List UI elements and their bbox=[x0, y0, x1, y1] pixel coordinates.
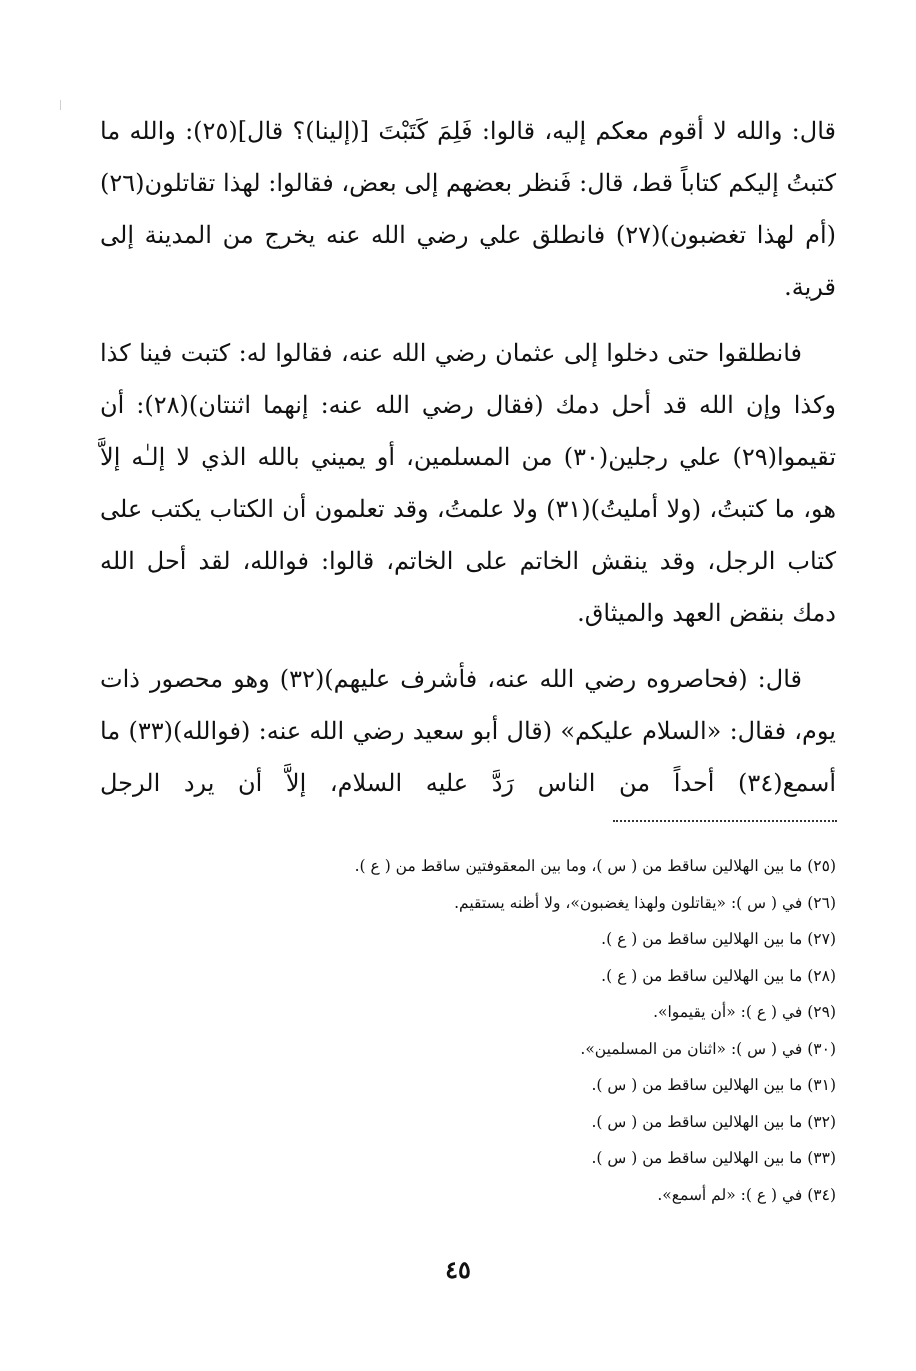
main-text bbox=[100, 105, 836, 823]
footnote-28: (٢٨) ما بين الهلالين ساقط من ( ع ). bbox=[601, 966, 836, 985]
paragraph-1: قال: والله لا أقوم معكم إليه، قالوا: فَلِمَ كَتَبْتَ [(إلينا)؟ قال](٢٥): والله ما كتبتُ إليكم كتاباً قط، قال: فَنظر بعضهم إلى بعض، فقالوا: لهذا تقاتلون(٢٦) (أم لهذا تغضبون)(٢٧) فانطلق علي رضي الله عنه يخرج من المدينة إلى قرية. bbox=[100, 117, 837, 301]
footnotes bbox=[100, 848, 836, 1213]
footnote-34: (٣٤) في ( ع ): «لم أسمع». bbox=[657, 1185, 836, 1204]
footnote-32: (٣٢) ما بين الهلالين ساقط من ( س ). bbox=[591, 1112, 836, 1131]
footnote-26: (٢٦) في ( س ): «يقاتلون ولهذا يغضبون»، ولا أظنه يستقيم. bbox=[454, 893, 836, 912]
footnote-25: (٢٥) ما بين الهلالين ساقط من ( س )، وما بين المعقوفتين ساقط من ( ع ). bbox=[354, 857, 836, 875]
footnote-29: (٢٩) في ( ع ): «أن يقيموا». bbox=[653, 1003, 836, 1021]
footnote-33: (٣٣) ما بين الهلالين ساقط من ( س ). bbox=[591, 1149, 836, 1167]
paragraph-2: فانطلقوا حتى دخلوا إلى عثمان رضي الله عنه، فقالوا له: كتبت فينا كذا وكذا وإن الله قد أحل دمك (فقال رضي الله عنه: إنهما اثنتان)(٢٨): أن تقيموا(٢٩) علي رجلين(٣٠) من المسلمين، أو يميني بالله الذي لا إلـٰه إلاَّ هو، ما كتبتُ، (ولا أمليتُ)(٣١) ولا علمتُ، وقد تعلمون أن الكتاب يكتب على كتاب الرجل، وقد ينقش الخاتم على الخاتم، قالوا: فوالله، لقد أحل الله دمك بنقض العهد والميثاق. bbox=[100, 339, 836, 627]
page-number: ٤٥ bbox=[445, 1255, 471, 1284]
scan-mark bbox=[60, 100, 61, 110]
footnote-30: (٣٠) في ( س ): «اثنان من المسلمين». bbox=[580, 1039, 836, 1058]
footnote-27: (٢٧) ما بين الهلالين ساقط من ( ع ). bbox=[601, 930, 836, 948]
footnote-31: (٣١) ما بين الهلالين ساقط من ( س ). bbox=[591, 1076, 836, 1094]
paragraph-3: قال: (فحاصروه رضي الله عنه، فأشرف عليهم)(٣٢) وهو محصور ذات يوم، فقال: «السلام عليكم» (قال أبو سعيد رضي الله عنه: (فوالله)(٣٣) ما أسمع(٣٤) أحداً من الناس رَدَّ عليه السلام، إلاَّ أن يرد الرجل bbox=[100, 665, 836, 797]
footnote-separator bbox=[613, 820, 837, 822]
